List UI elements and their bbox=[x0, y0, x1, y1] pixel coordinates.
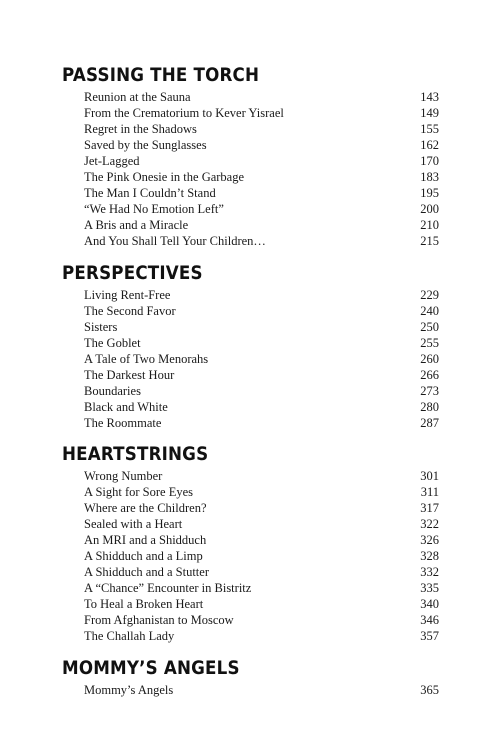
entry-title: Living Rent-Free bbox=[84, 288, 171, 302]
entry-title: To Heal a Broken Heart bbox=[84, 597, 204, 611]
toc-entry bbox=[84, 105, 439, 121]
entry-page-number: 266 bbox=[420, 368, 439, 382]
entry-title: The Goblet bbox=[84, 336, 141, 350]
section-heading: MOMMY’S ANGELS bbox=[62, 657, 240, 679]
entry-page-number: 162 bbox=[420, 138, 439, 152]
entry-title: Regret in the Shadows bbox=[84, 122, 197, 136]
toc-entry bbox=[84, 153, 439, 169]
entry-page-number: 240 bbox=[420, 304, 439, 318]
toc-entry bbox=[84, 217, 439, 233]
entry-page-number: 326 bbox=[420, 533, 439, 547]
toc-entry bbox=[84, 516, 439, 532]
entry-page-number: 200 bbox=[420, 202, 439, 216]
entry-title: From Afghanistan to Moscow bbox=[84, 613, 234, 627]
toc-entry bbox=[84, 596, 439, 612]
toc-entry bbox=[84, 484, 439, 500]
entry-page-number: 280 bbox=[420, 400, 439, 414]
toc-entry bbox=[84, 303, 439, 319]
entry-page-number: 317 bbox=[420, 501, 439, 515]
toc-entry bbox=[84, 682, 439, 698]
entry-page-number: 357 bbox=[420, 629, 439, 643]
entry-page-number: 328 bbox=[420, 549, 439, 563]
entry-title: A Sight for Sore Eyes bbox=[84, 485, 194, 499]
toc-entry bbox=[84, 383, 439, 399]
entry-title: The Man I Couldn’t Stand bbox=[84, 186, 216, 200]
toc-entry bbox=[84, 233, 439, 249]
toc-entry bbox=[84, 548, 439, 564]
toc-entry bbox=[84, 468, 439, 484]
entry-title: Mommy’s Angels bbox=[84, 683, 174, 697]
toc-entry bbox=[84, 201, 439, 217]
section-heading: HEARTSTRINGS bbox=[62, 443, 209, 465]
toc-entry bbox=[84, 335, 439, 351]
entry-title: The Pink Onesie in the Garbage bbox=[84, 170, 245, 184]
entry-title: Where are the Children? bbox=[84, 501, 207, 515]
entry-page-number: 195 bbox=[420, 186, 439, 200]
entry-page-number: 340 bbox=[420, 597, 439, 611]
entry-title: Saved by the Sunglasses bbox=[84, 138, 207, 152]
toc-entry bbox=[84, 628, 439, 644]
toc-entry bbox=[84, 319, 439, 335]
entry-title: Sisters bbox=[84, 320, 118, 334]
entry-page-number: 260 bbox=[420, 352, 439, 366]
entry-page-number: 287 bbox=[420, 416, 439, 430]
toc-entry bbox=[84, 185, 439, 201]
toc-entry bbox=[84, 137, 439, 153]
entry-title: The Darkest Hour bbox=[84, 368, 175, 382]
toc-entry bbox=[84, 532, 439, 548]
toc-entry bbox=[84, 580, 439, 596]
entry-title: Jet-Lagged bbox=[84, 154, 140, 168]
entry-title: Reunion at the Sauna bbox=[84, 90, 191, 104]
entry-page-number: 301 bbox=[420, 469, 439, 483]
entry-title: “We Had No Emotion Left” bbox=[84, 202, 224, 216]
entry-title: A Tale of Two Menorahs bbox=[84, 352, 209, 366]
entry-page-number: 183 bbox=[420, 170, 439, 184]
toc-entry bbox=[84, 287, 439, 303]
entry-list bbox=[84, 682, 439, 698]
section-heading: PERSPECTIVES bbox=[62, 262, 203, 284]
section-heading: PASSING THE TORCH bbox=[62, 64, 260, 86]
entry-page-number: 255 bbox=[420, 336, 439, 350]
entry-list bbox=[84, 468, 439, 644]
entry-page-number: 155 bbox=[420, 122, 439, 136]
entry-page-number: 273 bbox=[420, 384, 439, 398]
toc-entry bbox=[84, 399, 439, 415]
entry-page-number: 210 bbox=[420, 218, 439, 232]
entry-list bbox=[84, 89, 439, 249]
entry-title: A Bris and a Miracle bbox=[84, 218, 189, 232]
toc-entry bbox=[84, 169, 439, 185]
entry-page-number: 365 bbox=[420, 683, 439, 697]
entry-page-number: 311 bbox=[420, 485, 439, 499]
toc-entry bbox=[84, 415, 439, 431]
entry-page-number: 335 bbox=[420, 581, 439, 595]
entry-page-number: 149 bbox=[420, 106, 439, 120]
toc-entry bbox=[84, 564, 439, 580]
entry-page-number: 346 bbox=[420, 613, 439, 627]
entry-page-number: 170 bbox=[420, 154, 439, 168]
entry-title: And You Shall Tell Your Children… bbox=[84, 234, 266, 248]
entry-page-number: 229 bbox=[420, 288, 439, 302]
entry-title: Wrong Number bbox=[84, 469, 163, 483]
entry-title: An MRI and a Shidduch bbox=[84, 533, 207, 547]
entry-page-number: 143 bbox=[420, 90, 439, 104]
entry-list bbox=[84, 287, 439, 431]
toc-entry bbox=[84, 367, 439, 383]
entry-page-number: 250 bbox=[420, 320, 439, 334]
entry-page-number: 322 bbox=[420, 517, 439, 531]
entry-title: The Second Favor bbox=[84, 304, 176, 318]
entry-title: Sealed with a Heart bbox=[84, 517, 183, 531]
entry-title: A Shidduch and a Stutter bbox=[84, 565, 209, 579]
entry-title: A Shidduch and a Limp bbox=[84, 549, 203, 563]
toc-entry bbox=[84, 500, 439, 516]
entry-title: Black and White bbox=[84, 400, 168, 414]
entry-title: From the Crematorium to Kever Yisrael bbox=[84, 106, 284, 120]
entry-title: A “Chance” Encounter in Bistritz bbox=[84, 581, 252, 595]
entry-page-number: 215 bbox=[420, 234, 439, 248]
toc-entry bbox=[84, 612, 439, 628]
toc-entry bbox=[84, 351, 439, 367]
entry-page-number: 332 bbox=[420, 565, 439, 579]
entry-title: The Challah Lady bbox=[84, 629, 175, 643]
entry-title: Boundaries bbox=[84, 384, 141, 398]
toc-entry bbox=[84, 89, 439, 105]
toc-entry bbox=[84, 121, 439, 137]
entry-title: The Roommate bbox=[84, 416, 162, 430]
